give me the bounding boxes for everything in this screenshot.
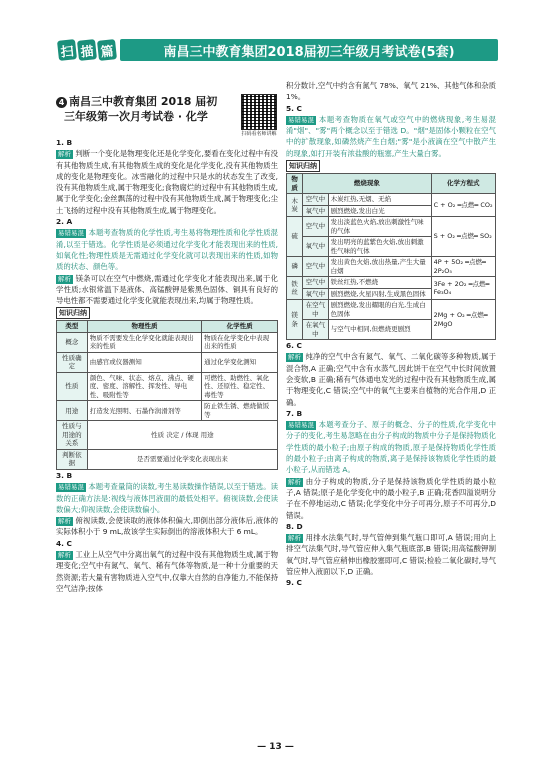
answer-number: 3. B bbox=[56, 470, 73, 480]
answer-number: 4. C bbox=[56, 538, 72, 548]
property-table bbox=[56, 320, 278, 470]
table-row: 氧气中 剧烈燃烧,火星四射,生成黑色固体 bbox=[287, 288, 496, 300]
scan-tag bbox=[58, 40, 116, 60]
page-banner bbox=[58, 38, 498, 62]
table-row: 用途 打造发光照明、石墨作润滑剂等 防止铁生锈、燃烧做饭等 bbox=[57, 401, 278, 421]
banner-title: 南昌三中教育集团2018届初三年级月考试卷(5套) bbox=[120, 39, 498, 61]
answer-number: 7. B bbox=[286, 408, 303, 418]
analysis-paragraph: 解析 用排水法集气时,导气管伸到集气瓶口即可,A 错误;用向上排空气法集气时,导气管应伸入集气瓶底部,B 错误;用高锰酸钾制氧气时,导气管应稍伸出橡胶塞即可,C 错误;检验二氧化碳时,导气管应伸入液面以下,D 正确。 bbox=[286, 533, 496, 577]
table-row: 硫 空气中 发出淡蓝色火焰,放出刺激性气味的气体 S + O₂ ═点燃═ SO₂ bbox=[287, 217, 496, 237]
table-header: 化学性质 bbox=[202, 321, 278, 333]
table-row: 性质 颜色、气味、状态、熔点、沸点、硬度、密度、溶解性、挥发性、导电性、吸附性等 可燃性、助燃性、氧化性、还原性、稳定性、毒性等 bbox=[57, 372, 278, 401]
error-note-paragraph: 易错易混 本题考查分子、原子的概念、分子的性质,化学变化中分子的变化,考生易忽略在由分子构成的物质中分子是保持物质化学性质的最小粒子;由原子构成的物质,原子是保持物质化学性质的最小粒子;由离子构成的物质,离子是保持该物质化学性质的最小粒子,从而错选 A。 bbox=[286, 420, 496, 475]
analysis-paragraph: 解析 判断一个变化是物理变化还是化学变化,要看在变化过程中有没有其他物质生成,有其他物质生成的变化是化学变化,没有其他物质生成的变化是物理变化。冰雪融化的过程中只是水的状态发生了改变,没有其他物质生成,属于物理变化;食物腐烂的过程中有其他物质生成,属于化学变化;金丝飘荡的过程中没有其他物质生成,属于物理变化;尘土飞扬的过程中没有其他物质生成,属于物理变化。 bbox=[56, 149, 278, 215]
exam-title-line1: 4 南昌三中教育集团 2018 届初 bbox=[56, 94, 217, 109]
table-row: 氧气中 发出明亮的蓝紫色火焰,放出刺激性气味的气体 bbox=[287, 237, 496, 257]
table-header: 物质 bbox=[287, 174, 303, 194]
table-header: 类型 bbox=[57, 321, 88, 333]
tag-char: 篇 bbox=[97, 39, 117, 61]
table-row: 氧气中 剧烈燃烧,发出白光 bbox=[287, 205, 496, 217]
error-note-paragraph: 易错易混 本题考查物质的化学性质,考生易将物理性质和化学性质混淆,以至于错选。化学性质是必须通过化学变化才能表现出来的性质,如氧化性;物理性质是无需通过化学变化就可以表现出来的性质,如物质的状态、颜色等。 bbox=[56, 228, 278, 272]
answer-number: 1. B bbox=[56, 138, 73, 147]
table-row: 木炭 空气中 木炭红热,无烟、无焰 C + O₂ ═点燃═ CO₂ bbox=[287, 194, 496, 206]
table-row: 性质确定 由感官或仪器测知 通过化学变化测知 bbox=[57, 352, 278, 372]
answer-number: 9. C bbox=[286, 578, 302, 588]
table-row: 在氧气中 与空气中相同,但燃烧更剧烈 bbox=[287, 320, 496, 340]
analysis-label: 解析 bbox=[58, 150, 71, 159]
exam-header bbox=[56, 94, 278, 137]
knowledge-label: 知识归纳 bbox=[286, 160, 320, 172]
analysis-paragraph: 解析 由分子构成的物质,分子是保持该物质化学性质的最小粒子,A 错误;原子是化学变化中的最小粒子,B 正确;花香四溢说明分子在不停地运动,C 错误;化学变化中分子可再分,原子不可再分,D 错误。 bbox=[286, 476, 496, 520]
table-header: 物理性质 bbox=[87, 321, 201, 333]
table-header: 燃烧现象 bbox=[303, 174, 431, 194]
analysis-label: 解析 bbox=[58, 551, 71, 560]
qr-caption: 扫码看名师讲解 bbox=[241, 131, 277, 137]
knowledge-label: 知识归纳 bbox=[56, 307, 90, 319]
error-label: 易错易混 bbox=[58, 229, 84, 238]
table-row: 性质与用途的关系 性质 决定 / 体现 用途 bbox=[57, 421, 278, 450]
analysis-paragraph: 解析 俯视读数,会使读取的液体体积偏大,即倒出部分液体后,液体的实际体积小于 9 mL,故该学生实际倒出的溶液体积大于 6 mL。 bbox=[56, 516, 278, 537]
error-note-paragraph: 易错易混 本题考查物质在氧气或空气中的燃烧现象,考生易混淆"烟"、"雾"两个概念以至于错选 D。"烟"是固体小颗粒在空气中的扩散现象,如磷然烧产生白烟;"雾"是小液滴在空气中散产生的现象,如打开装有浓盐酸的瓶塞,产生大量白雾。 bbox=[286, 114, 496, 158]
analysis-label: 解析 bbox=[58, 274, 71, 283]
page-number: — 13 — bbox=[257, 742, 294, 752]
exam-number-badge: 4 bbox=[56, 97, 67, 108]
tag-char: 描 bbox=[77, 39, 97, 61]
answer-number: 5. C bbox=[286, 103, 302, 113]
analysis-paragraph: 解析 镁条可以在空气中燃烧,需通过化学变化才能表现出来,属于化学性质;水银常温下是液体、高锰酸钾是紫黑色固体、铜具有良好的导电性都不需要通过化学变化就能表现出来,均属于物理性质。 bbox=[56, 273, 278, 306]
answer-number: 8. D bbox=[286, 521, 303, 531]
qr-code-block[interactable] bbox=[240, 94, 278, 137]
combustion-table bbox=[286, 173, 496, 340]
table-row: 判断依据 是否需要通过化学变化表现出来 bbox=[57, 449, 278, 469]
table-row: 镁条 在空气中 剧烈燃烧,发出耀眼的白光,生成白色固体 2Mg + O₂ ═点燃═ 2MgO bbox=[287, 300, 496, 320]
exam-title-line2: 三年级第一次月考试卷 · 化学 bbox=[64, 110, 208, 123]
error-note-paragraph: 易错易混 本题考查量筒的读数,考生易读数操作错误,以至于错选。读数的正确方法是:视线与液体凹液面的最低处相平。俯视读数,会使读数偏大;仰视读数,会使读数偏小。 bbox=[56, 482, 278, 514]
analysis-label: 解析 bbox=[288, 477, 301, 486]
analysis-label: 解析 bbox=[288, 353, 301, 362]
table-header: 化学方程式 bbox=[431, 174, 495, 194]
tag-char: 扫 bbox=[57, 39, 77, 61]
table-row: 磷 空气中 发出黄色火焰,放出热量,产生大量白烟 4P + 5O₂ ═点燃═ 2P₂O₅ bbox=[287, 257, 496, 277]
answer-number: 2. A bbox=[56, 217, 73, 227]
error-label: 易错易混 bbox=[58, 483, 84, 492]
analysis-paragraph: 解析 纯净的空气中含有氮气、氧气、二氧化碳等多种物质,属于混合物,A 正确;空气中含有水蒸气,因此饼干在空气中长时间放置会变软,B 正确;稀有气体通电发光的过程中没有其他物质生成,属于物理变化,C 错误;空气中的氧气主要来自植物的光合作用,D 正确。 bbox=[286, 352, 496, 407]
answer-number: 6. C bbox=[286, 341, 302, 351]
analysis-label: 解析 bbox=[288, 534, 301, 543]
error-label: 易错易混 bbox=[288, 421, 314, 430]
table-row: 铁丝 空气中 铁丝红热,不燃烧 3Fe + 2O₂ ═点燃═ Fe₃O₄ bbox=[287, 277, 496, 289]
right-column bbox=[286, 80, 496, 589]
analysis-label: 解析 bbox=[58, 517, 71, 526]
analysis-paragraph: 解析 工业上从空气中分离出氧气的过程中没有其他物质生成,属于物理变化;空气中有氮气、氧气、稀有气体等物质,是一种十分重要的天然资源;若大量有害物质进入空气中,仅靠大自然的自净能力,不能保持空气洁净;按体 bbox=[56, 550, 278, 593]
error-label: 易错易混 bbox=[288, 115, 314, 124]
table-row: 概念 物质不需要发生化学变化就能表现出来的性质 物质在化学变化中表现出来的性质 bbox=[57, 332, 278, 352]
continued-paragraph: 积分数计,空气中约含有氮气 78%、氧气 21%、其他气体和杂质 1%。 bbox=[286, 81, 496, 102]
left-column bbox=[56, 94, 278, 594]
qr-code-icon[interactable] bbox=[241, 94, 277, 130]
